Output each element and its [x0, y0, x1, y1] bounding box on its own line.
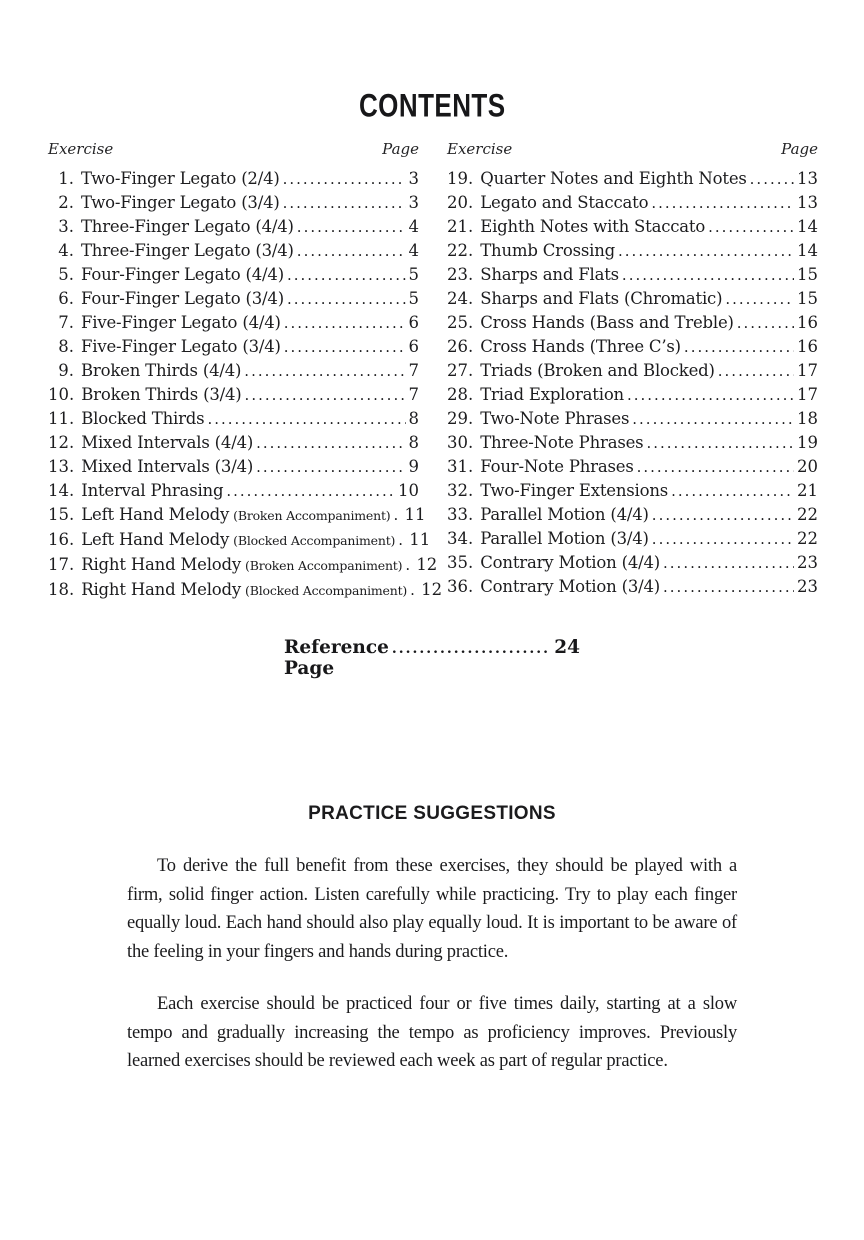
toc-item-page: 23	[797, 577, 818, 596]
toc-item-number: 1.	[58, 169, 74, 188]
toc-item-number: 34.	[447, 529, 474, 548]
reference-page-row	[284, 637, 580, 679]
toc-row	[48, 359, 419, 383]
toc-row	[48, 455, 419, 479]
toc-item-page: 13	[797, 169, 818, 188]
toc-item-page: 3	[408, 193, 419, 212]
dot-leader	[392, 637, 551, 658]
toc-item-title: Two-Note Phrases	[480, 409, 630, 428]
dot-leader	[718, 359, 794, 383]
toc-item-page: 19	[797, 433, 818, 452]
dot-leader	[283, 191, 406, 215]
toc-row	[48, 407, 419, 431]
toc-item-title: Sharps and Flats (Chromatic)	[480, 289, 723, 308]
dot-leader	[652, 527, 794, 551]
dot-leader	[708, 215, 794, 239]
dot-leader	[627, 383, 794, 407]
toc-item-number: 11.	[48, 409, 75, 428]
practice-paragraph-2: Each exercise should be practiced four or five times daily, starting at a slow tempo and gradually increasing the tempo as proficiency improves. Previously learned exercises should be reviewed each week as part of regular practice.	[127, 994, 737, 1071]
toc-item-title: Parallel Motion (3/4)	[480, 529, 649, 548]
toc-row	[447, 287, 818, 311]
toc-item-page: 8	[408, 409, 419, 428]
reference-page-number: 24	[554, 637, 580, 658]
toc-item-number: 19.	[447, 169, 474, 188]
toc-item-subtitle: (Blocked Accompaniment)	[233, 533, 396, 548]
dot-leader	[622, 263, 794, 287]
toc-item-title: Two-Finger Legato (2/4)	[81, 169, 280, 188]
toc-item-page: 6	[408, 337, 419, 356]
toc-item-number: 3.	[58, 217, 74, 236]
dot-leader	[283, 167, 406, 191]
toc-item-page: 15	[797, 265, 818, 284]
toc-item-title: Three-Note Phrases	[480, 433, 644, 452]
toc-item-title: Parallel Motion (4/4)	[480, 505, 649, 524]
dot-leader	[393, 503, 401, 527]
page-title-text: CONTENTS	[358, 87, 506, 124]
toc-item-page: 7	[408, 361, 419, 380]
toc-item-number: 13.	[48, 457, 75, 476]
toc-row	[447, 263, 818, 287]
toc-item-number: 36.	[447, 577, 474, 596]
toc-item-number: 5.	[58, 265, 74, 284]
dot-leader	[287, 287, 406, 311]
toc-item-number: 33.	[447, 505, 474, 524]
toc-item-title: Two-Finger Legato (3/4)	[81, 193, 280, 212]
toc-row	[447, 575, 818, 599]
practice-suggestions-section	[0, 803, 864, 1076]
toc-item-page: 5	[408, 265, 419, 284]
toc-item-title: Cross Hands (Three C’s)	[480, 337, 681, 356]
toc-column-right	[447, 140, 818, 603]
dot-leader	[663, 575, 794, 599]
toc-item-number: 16.	[48, 530, 75, 549]
toc-item-number: 27.	[447, 361, 474, 380]
toc-row	[48, 215, 419, 239]
toc-item-title: Right Hand Melody	[81, 580, 242, 599]
toc-item-page: 6	[408, 313, 419, 332]
toc-item-page: 20	[797, 457, 818, 476]
toc-item-number: 32.	[447, 481, 474, 500]
toc-row	[48, 167, 419, 191]
toc-item-title: Three-Finger Legato (4/4)	[81, 217, 294, 236]
dot-leader	[297, 239, 406, 263]
toc-item-number: 31.	[447, 457, 474, 476]
dot-leader	[284, 311, 406, 335]
toc-item-title: Sharps and Flats	[480, 265, 619, 284]
toc-item-number: 24.	[447, 289, 474, 308]
toc-row	[48, 479, 419, 503]
toc-row	[447, 455, 818, 479]
toc-item-page: 17	[797, 385, 818, 404]
toc-item-page: 14	[797, 241, 818, 260]
toc-item-title: Eighth Notes with Staccato	[480, 217, 706, 236]
dot-leader	[646, 431, 794, 455]
toc-item-title: Left Hand Melody	[81, 530, 230, 549]
toc-item-page: 21	[797, 481, 818, 500]
dot-leader	[245, 383, 406, 407]
toc-item-subtitle: (Broken Accompaniment)	[245, 558, 403, 573]
toc-item-number: 21.	[447, 217, 474, 236]
toc-item-title: Contrary Motion (3/4)	[480, 577, 661, 596]
toc-item-page: 9	[408, 457, 419, 476]
dot-leader	[618, 239, 794, 263]
dot-leader	[287, 263, 406, 287]
toc-row	[48, 431, 419, 455]
toc-item-title: Four-Finger Legato (4/4)	[81, 265, 284, 284]
toc-item-number: 23.	[447, 265, 474, 284]
toc-item-number: 28.	[447, 385, 474, 404]
toc-item-title: Legato and Staccato	[480, 193, 649, 212]
toc-item-number: 22.	[447, 241, 474, 260]
toc-item-number: 20.	[447, 193, 474, 212]
toc-item-page: 3	[408, 169, 419, 188]
toc-item-number: 7.	[58, 313, 74, 332]
dot-leader	[725, 287, 794, 311]
dot-leader	[256, 455, 405, 479]
toc-item-title: Five-Finger Legato (3/4)	[81, 337, 281, 356]
exercise-column-label: Exercise	[48, 140, 114, 158]
dot-leader	[750, 167, 794, 191]
toc-row	[48, 553, 438, 578]
toc-row	[447, 239, 818, 263]
dot-leader	[671, 479, 794, 503]
toc-item-number: 29.	[447, 409, 474, 428]
practice-suggestions-heading: PRACTICE SUGGESTIONS	[308, 803, 556, 824]
dot-leader	[410, 578, 418, 602]
toc-column-left	[48, 140, 443, 603]
toc-item-title: Two-Finger Extensions	[480, 481, 669, 500]
toc-item-title: Triad Exploration	[480, 385, 624, 404]
toc-row	[48, 383, 419, 407]
toc-item-title: Cross Hands (Bass and Treble)	[480, 313, 734, 332]
toc-item-page: 17	[797, 361, 818, 380]
toc-row	[48, 503, 426, 528]
toc-row	[447, 191, 818, 215]
page-column-label: Page	[781, 140, 818, 158]
toc-item-page: 23	[797, 553, 818, 572]
toc-item-page: 16	[797, 313, 818, 332]
toc-row	[48, 311, 419, 335]
toc-row	[48, 287, 419, 311]
toc-item-title: Interval Phrasing	[81, 481, 224, 500]
toc-item-page: 11	[409, 530, 431, 549]
toc-item-title: Thumb Crossing	[480, 241, 616, 260]
toc-item-page: 22	[797, 529, 818, 548]
toc-item-number: 35.	[447, 553, 474, 572]
toc-row	[447, 503, 818, 527]
toc-row	[48, 263, 419, 287]
dot-leader	[632, 407, 794, 431]
toc-item-number: 25.	[447, 313, 474, 332]
toc-item-number: 26.	[447, 337, 474, 356]
toc-row	[48, 239, 419, 263]
exercise-column-label: Exercise	[447, 140, 513, 158]
toc-item-page: 15	[797, 289, 818, 308]
toc-item-page: 10	[398, 481, 419, 500]
toc-row	[48, 578, 443, 603]
toc-row	[447, 167, 818, 191]
toc-row	[48, 335, 419, 359]
dot-leader	[244, 359, 405, 383]
toc-item-number: 8.	[58, 337, 74, 356]
toc-item-number: 17.	[48, 555, 75, 574]
toc-item-page: 12	[416, 555, 438, 574]
toc-list-left	[48, 167, 443, 603]
toc-item-title: Broken Thirds (4/4)	[81, 361, 242, 380]
toc-list-right	[447, 167, 818, 599]
toc-item-page: 12	[421, 580, 443, 599]
toc-item-number: 6.	[58, 289, 74, 308]
toc-item-title: Mixed Intervals (4/4)	[81, 433, 254, 452]
toc-item-page: 11	[404, 505, 426, 524]
toc-item-title: Right Hand Melody	[81, 555, 242, 574]
toc-row	[447, 431, 818, 455]
toc-item-number: 10.	[48, 385, 75, 404]
toc-item-title: Quarter Notes and Eighth Notes	[480, 169, 747, 188]
dot-leader	[297, 215, 406, 239]
dot-leader	[398, 528, 406, 552]
toc-row	[447, 551, 818, 575]
toc-item-page: 18	[797, 409, 818, 428]
toc-item-subtitle: (Blocked Accompaniment)	[245, 583, 408, 598]
toc-item-title: Five-Finger Legato (4/4)	[81, 313, 281, 332]
toc-item-page: 4	[408, 241, 419, 260]
dot-leader	[207, 407, 405, 431]
toc-item-page: 22	[797, 505, 818, 524]
toc-row	[447, 335, 818, 359]
toc-item-title: Contrary Motion (4/4)	[480, 553, 661, 572]
toc-item-title: Broken Thirds (3/4)	[81, 385, 242, 404]
toc-item-title: Blocked Thirds	[81, 409, 205, 428]
dot-leader	[652, 503, 794, 527]
toc-item-number: 9.	[58, 361, 74, 380]
toc-row	[447, 527, 818, 551]
toc-item-number: 4.	[58, 241, 74, 260]
toc-item-page: 16	[797, 337, 818, 356]
reference-page-label: Reference Page	[284, 637, 389, 679]
dot-leader	[684, 335, 794, 359]
toc-item-page: 4	[408, 217, 419, 236]
toc-item-title: Mixed Intervals (3/4)	[81, 457, 254, 476]
toc-item-page: 8	[408, 433, 419, 452]
dot-leader	[284, 335, 406, 359]
toc-row	[48, 528, 431, 553]
toc-item-number: 30.	[447, 433, 474, 452]
dot-leader	[737, 311, 794, 335]
toc-item-title: Four-Finger Legato (3/4)	[81, 289, 284, 308]
toc-header-left	[48, 140, 419, 158]
toc-item-number: 2.	[58, 193, 74, 212]
toc-row	[447, 407, 818, 431]
toc-item-page: 7	[408, 385, 419, 404]
toc-item-number: 15.	[48, 505, 75, 524]
dot-leader	[256, 431, 405, 455]
toc-item-page: 5	[408, 289, 419, 308]
dot-leader	[651, 191, 794, 215]
practice-paragraph-1: To derive the full benefit from these exercises, they should be played with a firm, solid finger action. Listen carefully while practicing. Try to play each finger equally loud. Each hand should also play equally loud. It is important to be aware of the feeling in your fingers and hands during practice.	[127, 856, 737, 962]
toc-row	[447, 359, 818, 383]
page-column-label: Page	[382, 140, 419, 158]
toc-row	[447, 311, 818, 335]
toc-item-number: 14.	[48, 481, 75, 500]
toc-item-subtitle: (Broken Accompaniment)	[233, 508, 391, 523]
toc-row	[447, 215, 818, 239]
page-title	[0, 88, 864, 124]
toc-item-title: Four-Note Phrases	[480, 457, 634, 476]
toc-row	[447, 383, 818, 407]
toc-item-title: Left Hand Melody	[81, 505, 230, 524]
toc-item-number: 12.	[48, 433, 75, 452]
dot-leader	[405, 553, 413, 577]
toc-row	[447, 479, 818, 503]
dot-leader	[637, 455, 794, 479]
toc-item-number: 18.	[48, 580, 75, 599]
toc-item-page: 14	[797, 217, 818, 236]
toc-row	[48, 191, 419, 215]
toc-item-title: Triads (Broken and Blocked)	[480, 361, 715, 380]
toc-item-page: 13	[797, 193, 818, 212]
toc-item-title: Three-Finger Legato (3/4)	[81, 241, 294, 260]
toc-header-right	[447, 140, 818, 158]
dot-leader	[663, 551, 794, 575]
dot-leader	[226, 479, 395, 503]
table-of-contents	[48, 140, 818, 603]
